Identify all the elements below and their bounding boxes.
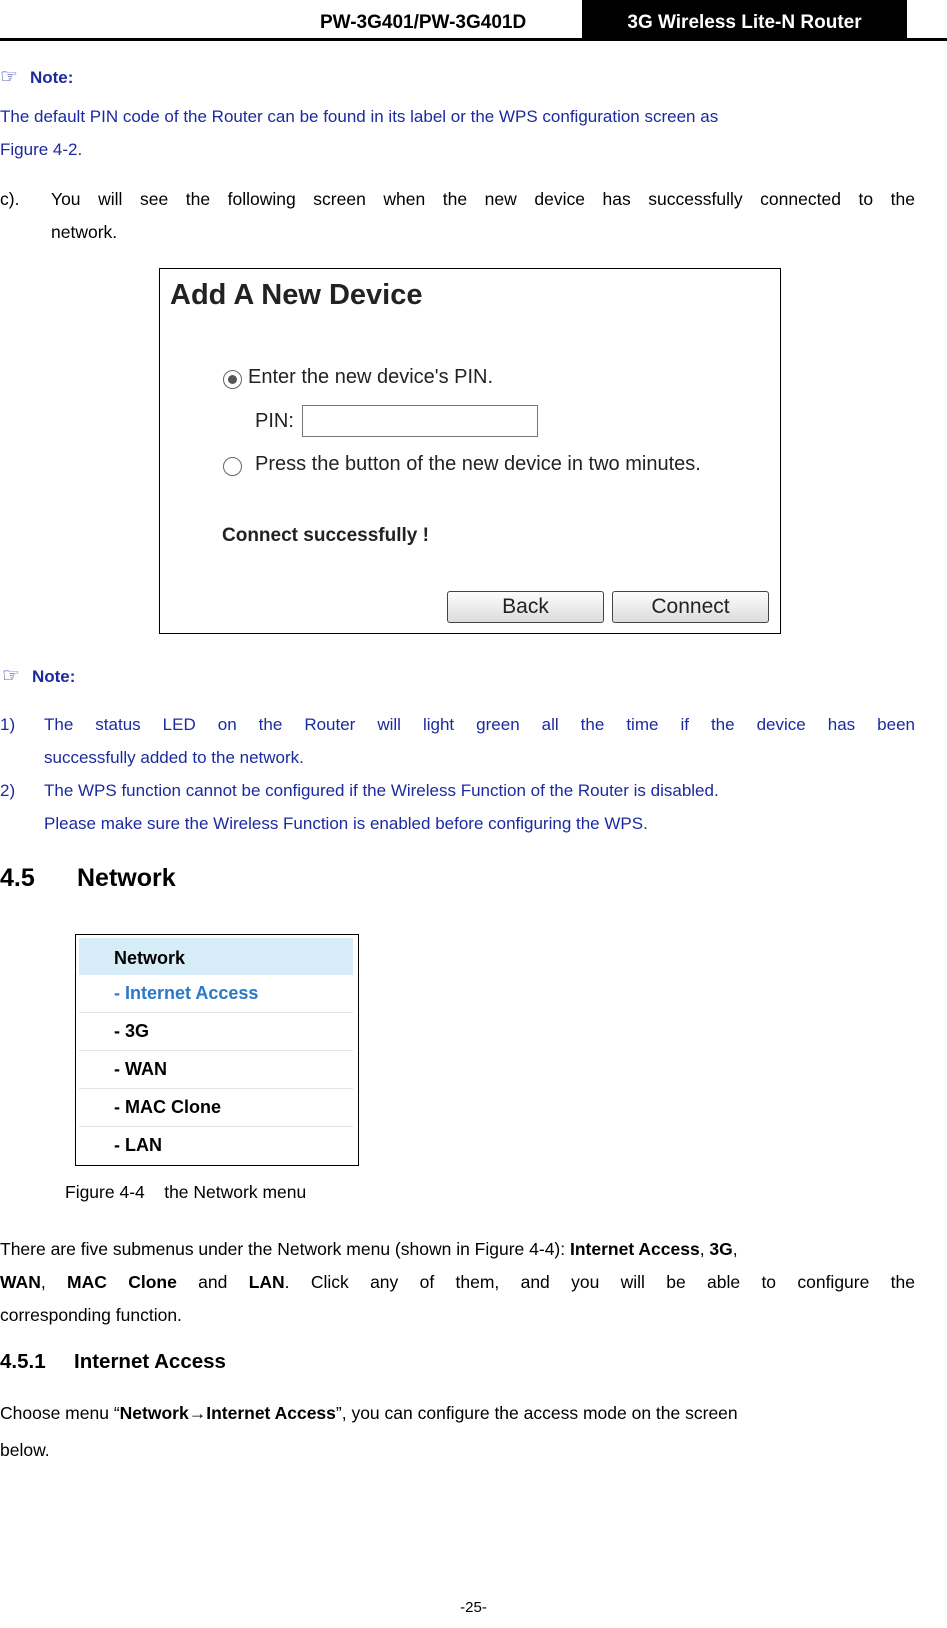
intro-and: and — [198, 1272, 228, 1292]
step-c-line2: network. — [51, 222, 118, 242]
menu-item-mac-clone[interactable]: - MAC Clone — [79, 1089, 353, 1127]
subsection-number: 4.5.1 — [0, 1350, 46, 1373]
note2-heading — [2, 663, 75, 688]
subsection-title: Internet Access — [74, 1350, 226, 1373]
note2-item1-line2: successfully added to the network. — [44, 748, 304, 767]
connect-button[interactable]: Connect — [612, 591, 769, 623]
note2-item2-line1: The WPS function cannot be configured if the Wireless Function of the Router is disabled. — [44, 781, 719, 800]
section-title: Network — [77, 864, 176, 892]
pointing-hand-icon: ☞ — [0, 66, 18, 88]
add-device-title: Add A New Device — [170, 279, 423, 311]
pin-input[interactable] — [302, 405, 538, 437]
intro-paragraph — [0, 1233, 915, 1332]
note1-heading — [0, 64, 73, 89]
note2-item1-line1: The status LED on the Router will light green all the time if the device has been — [44, 715, 915, 734]
header-model: PW-3G401/PW-3G401D — [320, 12, 527, 33]
pin-label: PIN: — [255, 410, 294, 432]
intro-bold-mac-clone: MAC Clone — [67, 1272, 177, 1292]
button-option-radio[interactable] — [223, 457, 242, 476]
choose-bold-internet-access: Internet Access — [206, 1403, 336, 1423]
menu-item-wan[interactable]: - WAN — [79, 1051, 353, 1089]
intro-sep: , — [40, 1272, 46, 1292]
note1-line2: Figure 4-2. — [0, 140, 83, 159]
back-button[interactable]: Back — [447, 591, 604, 623]
menu-header-network[interactable]: Network — [79, 938, 353, 975]
choose-bold-network: Network — [119, 1403, 189, 1423]
intro-bold-internet-access: Internet Access — [570, 1239, 700, 1259]
intro-sep: , — [732, 1239, 738, 1259]
right-arrow-icon: → — [188, 1403, 207, 1423]
connect-status: Connect successfully ! — [222, 525, 429, 546]
intro-line1 — [0, 1233, 915, 1266]
intro-bold-wan: WAN — [0, 1272, 41, 1292]
choose-paragraph — [0, 1397, 915, 1467]
note2-item1-num: 1) — [0, 715, 16, 734]
choose-line2: below. — [0, 1440, 50, 1460]
intro-line3: corresponding function. — [0, 1305, 182, 1325]
choose-text: Choose menu “ — [0, 1403, 120, 1423]
note2-item2-num: 2) — [0, 781, 16, 800]
step-c-line1: You will see the following screen when the new device has successfully connected to the — [51, 189, 915, 209]
network-menu-screenshot — [75, 934, 359, 1166]
intro-bold-lan: LAN — [248, 1272, 285, 1292]
step-c-marker: c). — [0, 189, 20, 209]
section-number: 4.5 — [0, 864, 35, 892]
page-number: -25- — [460, 1599, 487, 1616]
note1-text — [0, 100, 915, 166]
intro-text: There are five submenus under the Network menu (shown in Figure 4-4): — [0, 1239, 570, 1259]
menu-item-internet-access[interactable]: - Internet Access — [79, 975, 353, 1013]
button-option-label: Press the button of the new device in two minutes. — [255, 453, 701, 475]
pin-option-radio[interactable] — [223, 370, 242, 389]
pin-option-label: Enter the new device's PIN. — [248, 366, 494, 388]
header-product: 3G Wireless Lite-N Router — [582, 0, 907, 40]
figure-caption: Figure 4-4 the Network menu — [65, 1182, 307, 1202]
menu-item-lan[interactable]: - LAN — [114, 1135, 162, 1155]
note2-item2-line2: Please make sure the Wireless Function is enabled before configuring the WPS. — [44, 814, 648, 833]
step-c-text — [51, 183, 915, 249]
note2-item1 — [44, 708, 915, 774]
add-device-screenshot — [159, 268, 781, 634]
note1-line1: The default PIN code of the Router can be found in its label or the WPS configuration screen as — [0, 107, 719, 126]
intro-rest: . Click any of them, and you will be able to configure the — [284, 1272, 915, 1292]
choose-line1 — [0, 1397, 915, 1430]
note1-title: Note: — [29, 68, 74, 87]
menu-item-3g[interactable]: - 3G — [79, 1013, 353, 1051]
intro-line2 — [0, 1266, 915, 1299]
intro-bold-3g: 3G — [709, 1239, 733, 1259]
choose-rest: ”, you can configure the access mode on the screen — [335, 1403, 738, 1423]
note2-item2 — [44, 774, 915, 840]
header-rule — [0, 38, 947, 41]
intro-sep: , — [699, 1239, 710, 1259]
note2-title: Note: — [31, 667, 76, 686]
pointing-hand-icon: ☞ — [2, 665, 20, 687]
